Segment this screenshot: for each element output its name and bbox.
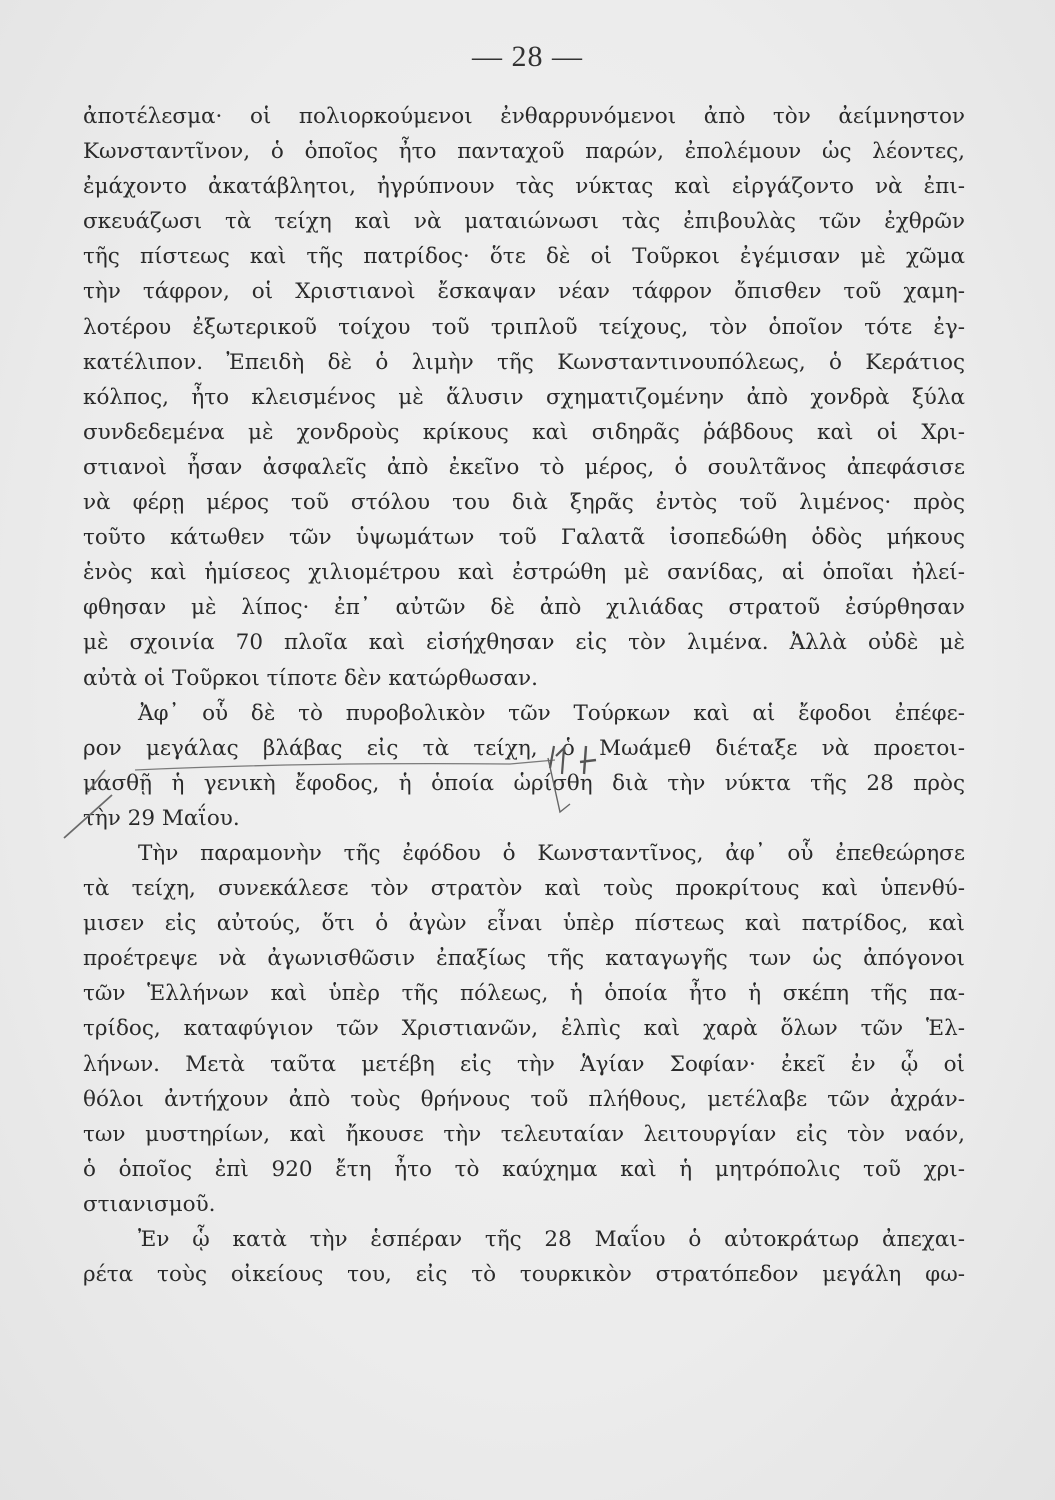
text-line: ἀποτέλεσμα· οἱ πολιορκούμενοι ἐνθαρρυνόμενοι ἀπὸ τὸν ἀείμνηστον	[83, 104, 965, 129]
text-line: Ἀφ᾿ οὗ δὲ τὸ πυροβολικὸν τῶν Τούρκων καὶ αἱ ἔφοδοι ἐπέφε-	[138, 700, 965, 726]
text-line: λήνων. Μετὰ ταῦτα μετέβη εἰς τὴν Ἁγίαν Σοφίαν· ἐκεῖ ἐν ᾧ οἱ	[83, 1051, 965, 1077]
text-line: τοῦτο κάτωθεν τῶν ὑψωμάτων τοῦ Γαλατᾶ ἰσοπεδώθη ὁδὸς μήκους	[83, 525, 965, 551]
text-line: ὁ ὁποῖος ἐπὶ 920 ἔτη ἦτο τὸ καύχημα καὶ ἡ μητρόπολις τοῦ χρι-	[83, 1156, 965, 1182]
text-line: στιανοὶ ἦσαν ἀσφαλεῖς ἀπὸ ἐκεῖνο τὸ μέρος, ὁ σουλτᾶνος ἀπεφάσισε	[83, 454, 965, 480]
text-line: σκευάζωσι τὰ τείχη καὶ νὰ ματαιώνωσι τὰς ἐπιβουλὰς τῶν ἐχθρῶν	[83, 209, 965, 235]
text-line: κόλπος, ἦτο κλεισμένος μὲ ἅλυσιν σχηματιζομένην ἀπὸ χονδρὰ ξύλα	[83, 384, 965, 410]
text-line: τῶν Ἑλλήνων καὶ ὑπὲρ τῆς πόλεως, ἡ ὁποία ἦτο ἡ σκέπη τῆς πα-	[83, 981, 965, 1007]
text-line: τῆς πίστεως καὶ τῆς πατρίδος· ὅτε δὲ οἱ Τοῦρκοι ἐγέμισαν μὲ χῶμα	[83, 244, 965, 270]
text-line: προέτρεψε νὰ ἀγωνισθῶσιν ἐπαξίως τῆς καταγωγῆς των ὡς ἀπόγονοι	[83, 946, 965, 972]
text-line: τρίδος, καταφύγιον τῶν Χριστιανῶν, ἐλπὶς καὶ χαρὰ ὅλων τῶν Ἑλ-	[83, 1016, 965, 1042]
page-number: — 28 —	[472, 40, 583, 73]
text-line: μὲ σχοινία 70 πλοῖα καὶ εἰσήχθησαν εἰς τὸν λιμένα. Ἀλλὰ οὐδὲ μὲ	[83, 630, 965, 656]
text-line: θόλοι ἀντήχουν ἀπὸ τοὺς θρήνους τοῦ πλήθους, μετέλαβε τῶν ἀχράν-	[83, 1086, 965, 1112]
text-line: ρέτα τοὺς οἰκείους του, εἰς τὸ τουρκικὸν στρατόπεδον μεγάλη φω-	[83, 1262, 965, 1288]
text-line: τὴν 29 Μαΐου.	[83, 805, 240, 831]
text-line: λοτέρου ἐξωτερικοῦ τοίχου τοῦ τριπλοῦ τείχους, τὸν ὁποῖον τότε ἐγ-	[83, 314, 965, 340]
text-line: των μυστηρίων, καὶ ἤκουσε τὴν τελευταίαν λειτουργίαν εἰς τὸν ναόν,	[83, 1121, 965, 1147]
text-line: ρον μεγάλας βλάβας εἰς τὰ τείχη, ὁ Μωάμεθ διέταξε νὰ προετοι-	[83, 735, 965, 761]
text-line: μισεν εἰς αὐτούς, ὅτι ὁ ἀγὼν εἶναι ὑπὲρ πίστεως καὶ πατρίδος, καὶ	[83, 911, 965, 937]
text-line: τὴν τάφρον, οἱ Χριστιανοὶ ἔσκαψαν νέαν τάφρον ὄπισθεν τοῦ χαμη-	[83, 279, 965, 305]
text-line: ἑνὸς καὶ ἡμίσεος χιλιομέτρου καὶ ἐστρώθη μὲ σανίδας, αἱ ὁποῖαι ἠλεί-	[83, 560, 965, 586]
text-line: ἐμάχοντο ἀκατάβλητοι, ἠγρύπνουν τὰς νύκτας καὶ εἰργάζοντο νὰ ἐπι-	[83, 174, 965, 200]
text-line: Ἐν ᾧ κατὰ τὴν ἑσπέραν τῆς 28 Μαΐου ὁ αὐτοκράτωρ ἀπεχαι-	[138, 1227, 965, 1252]
text-line: μασθῇ ἡ γενικὴ ἔφοδος, ἡ ὁποία ὡρίσθη διὰ τὴν νύκτα τῆς 28 πρὸς	[83, 770, 965, 796]
text-line: τὰ τείχη, συνεκάλεσε τὸν στρατὸν καὶ τοὺς προκρίτους καὶ ὑπενθύ-	[83, 876, 965, 902]
text-line: νὰ φέρῃ μέρος τοῦ στόλου του διὰ ξηρᾶς ἐντὸς τοῦ λιμένος· πρὸς	[83, 490, 965, 516]
text-line: Τὴν παραμονὴν τῆς ἐφόδου ὁ Κωνσταντῖνος, ἀφ᾿ οὗ ἐπεθεώρησε	[138, 840, 965, 866]
text-line: αὐτὰ οἱ Τοῦρκοι τίποτε δὲν κατώρθωσαν.	[83, 665, 538, 691]
text-line: κατέλιπον. Ἐπειδὴ δὲ ὁ λιμὴν τῆς Κωνσταντινουπόλεως, ὁ Κεράτιος	[83, 349, 965, 375]
text-line: φθησαν μὲ λίπος· ἐπ᾿ αὐτῶν δὲ ἀπὸ χιλιάδας στρατοῦ ἐσύρθησαν	[83, 595, 965, 621]
text-line: Κωνσταντῖνον, ὁ ὁποῖος ἦτο πανταχοῦ παρών, ἐπολέμουν ὡς λέοντες,	[83, 139, 965, 165]
body-text	[83, 99, 965, 1292]
text-line: συνδεδεμένα μὲ χονδροὺς κρίκους καὶ σιδηρᾶς ῥάβδους καὶ οἱ Χρι-	[83, 419, 965, 445]
text-line: στιανισμοῦ.	[83, 1191, 216, 1217]
